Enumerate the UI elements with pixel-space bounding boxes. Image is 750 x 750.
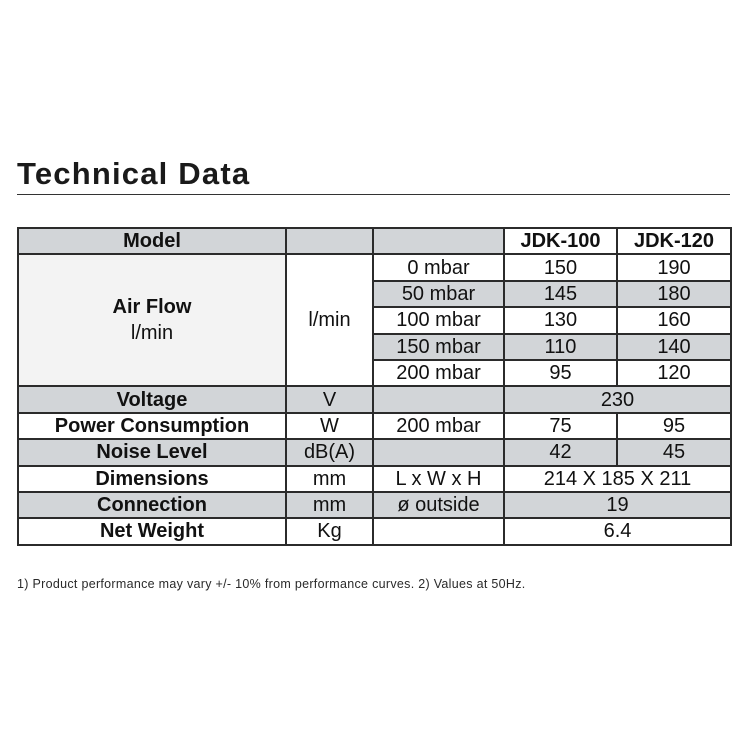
voltage-unit: V — [286, 386, 373, 412]
airflow-condition: 200 mbar — [373, 360, 504, 386]
header-model-label: Model — [18, 228, 286, 254]
airflow-value-jdk100: 150 — [504, 254, 617, 280]
header-model-jdk100: JDK-100 — [504, 228, 617, 254]
dimensions-unit: mm — [286, 466, 373, 492]
airflow-unit: l/min — [286, 254, 373, 386]
table-row — [18, 413, 731, 439]
airflow-condition: 50 mbar — [373, 281, 504, 307]
noise-label: Noise Level — [18, 439, 286, 465]
power-value-jdk100: 75 — [504, 413, 617, 439]
airflow-value-jdk120: 190 — [617, 254, 731, 280]
dimensions-value: 214 X 185 X 211 — [504, 466, 731, 492]
voltage-condition — [373, 386, 504, 412]
table-row — [18, 439, 731, 465]
noise-value-jdk120: 45 — [617, 439, 731, 465]
weight-value: 6.4 — [504, 518, 731, 544]
airflow-value-jdk120: 180 — [617, 281, 731, 307]
connection-label: Connection — [18, 492, 286, 518]
table-row — [18, 492, 731, 518]
airflow-value-jdk100: 110 — [504, 334, 617, 360]
footnote: 1) Product performance may vary +/- 10% from performance curves. 2) Values at 50Hz. — [17, 577, 526, 591]
airflow-value-jdk120: 140 — [617, 334, 731, 360]
noise-value-jdk100: 42 — [504, 439, 617, 465]
airflow-condition: 100 mbar — [373, 307, 504, 333]
dimensions-label: Dimensions — [18, 466, 286, 492]
voltage-value: 230 — [504, 386, 731, 412]
weight-label: Net Weight — [18, 518, 286, 544]
noise-unit: dB(A) — [286, 439, 373, 465]
power-label: Power Consumption — [18, 413, 286, 439]
table-row — [18, 254, 731, 280]
airflow-label-cell — [18, 254, 286, 386]
voltage-label: Voltage — [18, 386, 286, 412]
airflow-label: Air Flow — [112, 296, 192, 319]
airflow-condition: 0 mbar — [373, 254, 504, 280]
airflow-value-jdk100: 130 — [504, 307, 617, 333]
power-condition: 200 mbar — [373, 413, 504, 439]
connection-value: 19 — [504, 492, 731, 518]
power-unit: W — [286, 413, 373, 439]
airflow-value-jdk100: 95 — [504, 360, 617, 386]
table-row — [18, 386, 731, 412]
airflow-condition: 150 mbar — [373, 334, 504, 360]
technical-data-table — [17, 227, 732, 546]
airflow-value-jdk120: 120 — [617, 360, 731, 386]
connection-condition: ø outside — [373, 492, 504, 518]
table-row — [18, 518, 731, 544]
header-condition-cell — [373, 228, 504, 254]
table-row — [18, 466, 731, 492]
header-unit-cell — [286, 228, 373, 254]
connection-unit: mm — [286, 492, 373, 518]
airflow-sub-unit: l/min — [130, 322, 174, 345]
weight-condition — [373, 518, 504, 544]
power-value-jdk120: 95 — [617, 413, 731, 439]
noise-condition — [373, 439, 504, 465]
page-title: Technical Data — [17, 156, 251, 191]
title-divider — [17, 194, 730, 195]
dimensions-condition: L x W x H — [373, 466, 504, 492]
airflow-value-jdk120: 160 — [617, 307, 731, 333]
header-model-jdk120: JDK-120 — [617, 228, 731, 254]
weight-unit: Kg — [286, 518, 373, 544]
airflow-value-jdk100: 145 — [504, 281, 617, 307]
table-header-row — [18, 228, 731, 254]
